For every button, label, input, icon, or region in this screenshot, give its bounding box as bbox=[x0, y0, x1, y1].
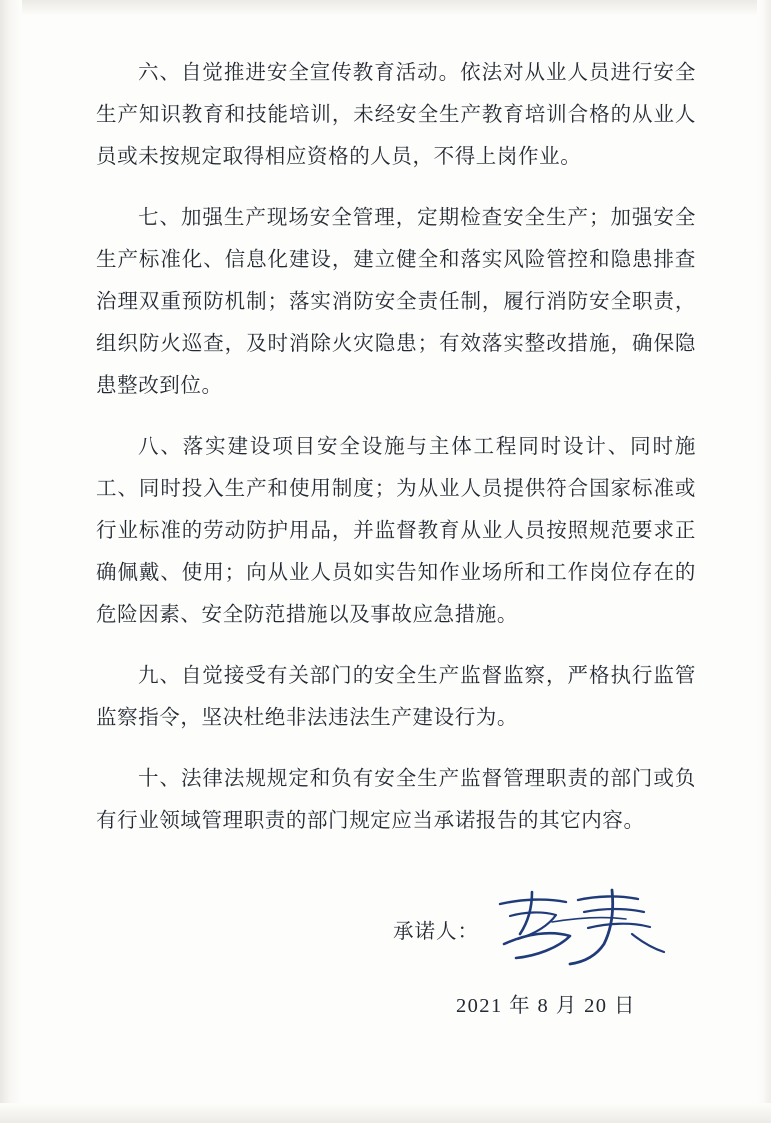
paragraph-9: 九、自觉接受有关部门的安全生产监督监察，严格执行监管监察指令，坚决杜绝非法违法生产建设行为。 bbox=[96, 665, 696, 729]
signature-line bbox=[96, 900, 696, 960]
paragraph-10: 十、法律法规规定和负有安全生产监督管理职责的部门或负有行业领域管理职责的部门规定应当承诺报告的其它内容。 bbox=[96, 768, 696, 832]
page-edge-shadow-top bbox=[0, 0, 771, 16]
page-edge-shadow-left bbox=[0, 0, 22, 1123]
paragraph-8: 八、落实建设项目安全设施与主体工程同时设计、同时施工、同时投入生产和使用制度；为从业人员提供符合国家标准或行业标准的劳动防护用品，并监督教育从业人员按照规范要求正确佩戴、使用；向从业人员如实告知作业场所和工作岗位存在的危险因素、安全防范措施以及事故应急措施。 bbox=[96, 436, 696, 626]
page-edge-shadow-right bbox=[757, 0, 771, 1123]
document-body bbox=[96, 52, 696, 842]
paragraph-6: 六、自觉推进安全宣传教育活动。依法对从业人员进行安全生产知识教育和技能培训，未经安全生产教育培训合格的从业人员或未按规定取得相应资格的人员，不得上岗作业。 bbox=[96, 62, 696, 168]
signature-block bbox=[96, 900, 696, 1017]
page-edge-shadow-bottom bbox=[0, 1103, 771, 1123]
signatory-label: 承诺人： bbox=[393, 921, 479, 943]
paragraph-7: 七、加强生产现场安全管理，定期检查安全生产；加强安全生产标准化、信息化建设，建立健全和落实风险管控和隐患排查治理双重预防机制；落实消防安全责任制，履行消防安全职责，组织防火巡查，及时消除火灾隐患；有效落实整改措施，确保隐患整改到位。 bbox=[96, 207, 696, 397]
signature-handwriting-icon bbox=[492, 882, 672, 968]
signature-date: 2021 年 8 月 20 日 bbox=[456, 995, 636, 1017]
